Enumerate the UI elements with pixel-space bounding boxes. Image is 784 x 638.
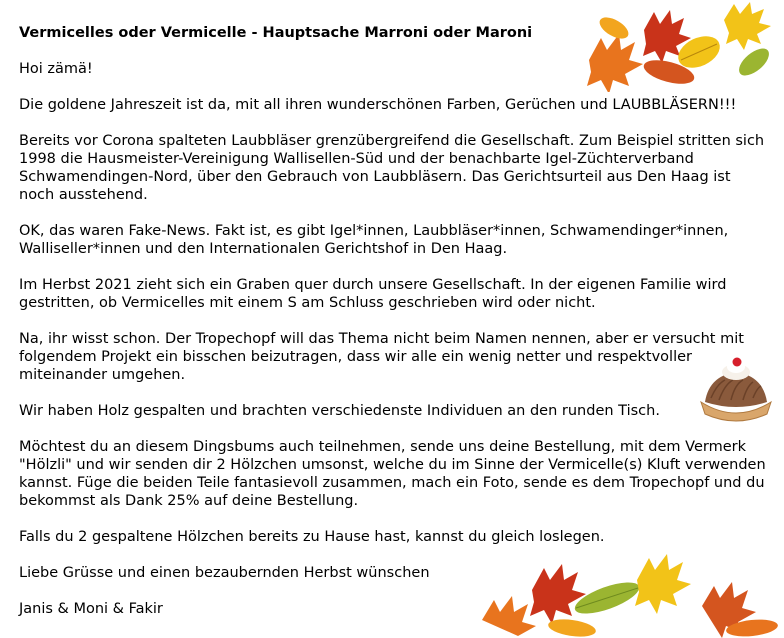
email-body [19,24,769,636]
paragraph-tropechopf: Na, ihr wisst schon. Der Tropechopf will das Thema nicht beim Namen nennen, aber er versucht mit folgendem Projekt ein bisschen beizutragen, dass wir alle ein wenig netter und respektvoller miteinander umgehen. [19,331,744,383]
cherry-icon [733,358,742,367]
maple-leaf-icon [530,564,586,624]
greeting: Hoi zämä! [19,61,93,77]
paragraph-fake-news: OK, das waren Fake-News. Fakt ist, es gibt Igel*innen, Laubbläser*innen, Schwamendinger*innen, Walliseller*innen und den Internationalen Gerichtshof in Den Haag. [19,223,729,257]
paragraph-holz: Wir haben Holz gespalten und brachten verschiedenste Individuen an den runden Tisch. [19,403,660,419]
email-title: Vermicelles oder Vermicelle - Hauptsache Marroni oder Maroni [19,25,533,41]
autumn-leaves-bottom-image [462,550,784,638]
paragraph-corona: Bereits vor Corona spalteten Laubbläser grenzübergreifend die Gesellschaft. Zum Beispiel stritten sich 1998 die Hausmeister-Vereinigung Wallisellen-Süd und der benachbarte Igel-Züchterverband Schwamendingen-Nord, über den Gebrauch von Laubbläsern. Das Gerichtsurteil aus Den Haag ist noch ausstehend. [19,133,765,203]
paragraph-herbst: Im Herbst 2021 zieht sich ein Graben quer durch unsere Gesellschaft. In der eigenen Familie wird gestritten, ob Vermicelles mit einem S am Schluss geschrieben wird oder nicht. [19,277,727,311]
paragraph-intro: Die goldene Jahreszeit ist da, mit all ihren wunderschönen Farben, Gerüchen und LAUBBLÄSERN!!! [19,97,737,113]
maple-leaf-icon [635,554,691,614]
paragraph-hoelzchen: Falls du 2 gespaltene Hölzchen bereits zu Hause hast, kannst du gleich loslegen. [19,529,605,545]
closing-greeting: Liebe Grüsse und einen bezaubernden Herbst wünschen [19,565,430,581]
maple-leaf-icon [482,596,536,636]
paragraph-bestellung: Möchtest du an diesem Dingsbums auch teilnehmen, sende uns deine Bestellung, mit dem Vermerk "Hölzli" und wir senden dir 2 Hölzchen umsonst, welche du im Sinne der Vermicelle(s) Kluft verwenden kannst. Füge die beiden Teile fantasievoll zusammen, mach ein Foto, sende es dem Tropechopf und du bekommst als Dank 25% auf deine Bestellung. [19,439,766,509]
vermicelles-tart-image [697,354,775,424]
small-leaf-icon [547,617,597,638]
signature: Janis & Moni & Fakir [19,601,163,617]
chestnut-leaf-icon [571,576,642,620]
